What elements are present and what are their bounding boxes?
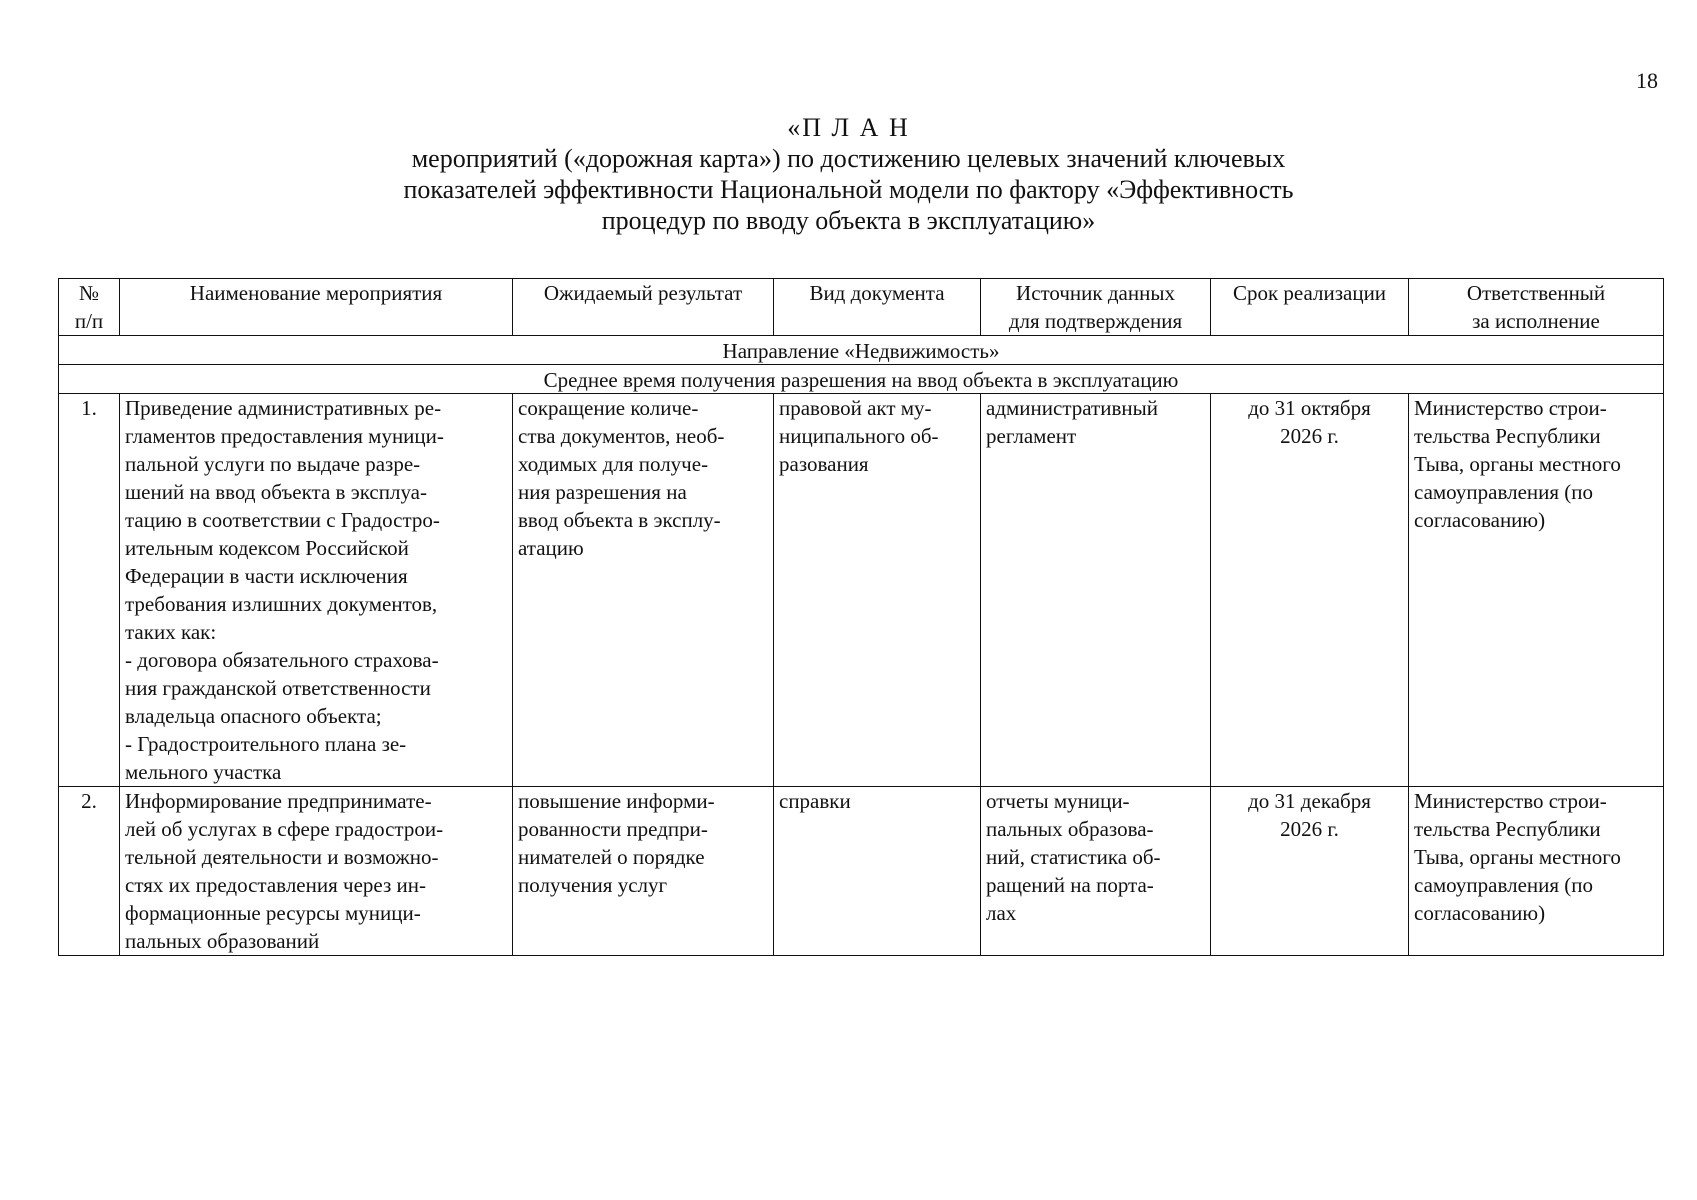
- page-number: 18: [1636, 68, 1658, 93]
- cell-name-line: формационные ресурсы муници-: [125, 901, 421, 925]
- cell-name-line: ительным кодексом Российской: [125, 536, 409, 560]
- indicator-cell: Среднее время получения разрешения на ввод объекта в эксплуатацию: [59, 365, 1664, 394]
- cell-responsible-line: самоуправления (по: [1414, 480, 1594, 504]
- cell-result-line: рованности предпри-: [518, 817, 708, 841]
- cell-name-line: владельца опасного объекта;: [125, 704, 382, 728]
- cell-source: [981, 394, 1211, 787]
- direction-cell: Направление «Недвижимость»: [59, 336, 1664, 365]
- cell-result-line: ходимых для получе-: [518, 452, 709, 476]
- cell-responsible-line: тельства Республики: [1414, 817, 1601, 841]
- table-row: [59, 787, 1664, 956]
- cell-result: [513, 787, 774, 956]
- cell-doc-type-line: правовой акт му-: [779, 396, 932, 420]
- cell-name-line: требования излишних документов,: [125, 592, 438, 616]
- cell-name-line: ния гражданской ответственности: [125, 676, 431, 700]
- header-responsible-line: за исполнение: [1472, 309, 1600, 333]
- cell-deadline-line: до 31 октября: [1248, 396, 1371, 420]
- cell-name-line: Федерации в части исключения: [125, 564, 408, 588]
- cell-name-line: пальной услуги по выдаче разре-: [125, 452, 421, 476]
- cell-responsible-line: самоуправления (по: [1414, 873, 1594, 897]
- cell-name-line: - договора обязательного страхова-: [125, 648, 439, 672]
- cell-name-line: Информирование предпринимате-: [125, 789, 432, 813]
- cell-responsible-line: Тыва, органы местного: [1414, 452, 1621, 476]
- cell-deadline: [1211, 394, 1409, 787]
- cell-responsible: [1409, 787, 1664, 956]
- cell-name-line: лей об услугах в сфере градострои-: [125, 817, 444, 841]
- cell-name-line: гламентов предоставления муници-: [125, 424, 444, 448]
- cell-name: [120, 787, 513, 956]
- cell-source-line: лах: [986, 901, 1017, 925]
- cell-name-line: мельного участка: [125, 760, 282, 784]
- title-heading: «П Л А Н: [787, 113, 910, 142]
- document-title: [0, 112, 1697, 236]
- cell-source-line: пальных образова-: [986, 817, 1154, 841]
- table-header-row: [59, 279, 1664, 336]
- title-line: процедур по вводу объекта в эксплуатацию»: [601, 206, 1096, 235]
- cell-result-line: атацию: [518, 536, 584, 560]
- cell-deadline: [1211, 787, 1409, 956]
- header-result: Ожидаемый результат: [513, 279, 774, 336]
- cell-result-line: ства документов, необ-: [518, 424, 725, 448]
- cell-source-line: ращений на порта-: [986, 873, 1154, 897]
- title-line: показателей эффективности Национальной модели по фактору «Эффективность: [403, 175, 1294, 204]
- cell-num: 1.: [59, 394, 120, 787]
- cell-result-line: повышение информи-: [518, 789, 715, 813]
- title-line: мероприятий («дорожная карта») по достижению целевых значений ключевых: [411, 144, 1286, 173]
- cell-responsible-line: тельства Республики: [1414, 424, 1601, 448]
- cell-name: [120, 394, 513, 787]
- header-num-line: №: [78, 281, 100, 305]
- header-responsible: [1409, 279, 1664, 336]
- header-num-line: п/п: [74, 309, 104, 333]
- cell-deadline-line: 2026 г.: [1280, 424, 1339, 448]
- cell-responsible-line: согласованию): [1414, 508, 1546, 532]
- cell-name-line: тельной деятельности и возможно-: [125, 845, 439, 869]
- cell-deadline-line: до 31 декабря: [1248, 789, 1371, 813]
- cell-responsible-line: согласованию): [1414, 901, 1546, 925]
- cell-result-line: ния разрешения на: [518, 480, 687, 504]
- cell-result-line: ввод объекта в эксплу-: [518, 508, 721, 532]
- header-num: [59, 279, 120, 336]
- cell-source-line: отчеты муници-: [986, 789, 1130, 813]
- indicator-row: [59, 365, 1664, 394]
- cell-responsible-line: Тыва, органы местного: [1414, 845, 1621, 869]
- cell-doc-type-line: справки: [779, 789, 851, 813]
- cell-source-line: ний, статистика об-: [986, 845, 1161, 869]
- cell-name-line: стях их предоставления через ин-: [125, 873, 426, 897]
- table-row: [59, 394, 1664, 787]
- plan-table: [58, 278, 1664, 956]
- direction-row: [59, 336, 1664, 365]
- cell-doc-type-line: ниципального об-: [779, 424, 939, 448]
- cell-source-line: регламент: [986, 424, 1077, 448]
- header-name: Наименование мероприятия: [120, 279, 513, 336]
- cell-responsible: [1409, 394, 1664, 787]
- cell-name-line: Приведение административных ре-: [125, 396, 442, 420]
- cell-name-line: - Градостроительного плана зе-: [125, 732, 407, 756]
- cell-name-line: тацию в соответствии с Градостро-: [125, 508, 440, 532]
- header-source-line: для подтверждения: [1008, 309, 1183, 333]
- cell-result-line: сокращение количе-: [518, 396, 699, 420]
- cell-result-line: получения услуг: [518, 873, 668, 897]
- header-source: [981, 279, 1211, 336]
- cell-num: 2.: [59, 787, 120, 956]
- cell-result: [513, 394, 774, 787]
- cell-responsible-line: Министерство строи-: [1414, 396, 1607, 420]
- cell-source: [981, 787, 1211, 956]
- cell-doc-type: [774, 787, 981, 956]
- cell-name-line: таких как:: [125, 620, 217, 644]
- header-source-line: Источник данных: [1016, 281, 1175, 305]
- cell-name-line: пальных образований: [125, 929, 320, 953]
- cell-result-line: нимателей о порядке: [518, 845, 705, 869]
- cell-source-line: административный: [986, 396, 1158, 420]
- header-responsible-line: Ответственный: [1466, 281, 1606, 305]
- cell-deadline-line: 2026 г.: [1280, 817, 1339, 841]
- cell-doc-type-line: разования: [779, 452, 869, 476]
- cell-doc-type: [774, 394, 981, 787]
- header-deadline: Срок реализации: [1211, 279, 1409, 336]
- header-doc-type: Вид документа: [774, 279, 981, 336]
- cell-responsible-line: Министерство строи-: [1414, 789, 1607, 813]
- cell-name-line: шений на ввод объекта в эксплуа-: [125, 480, 427, 504]
